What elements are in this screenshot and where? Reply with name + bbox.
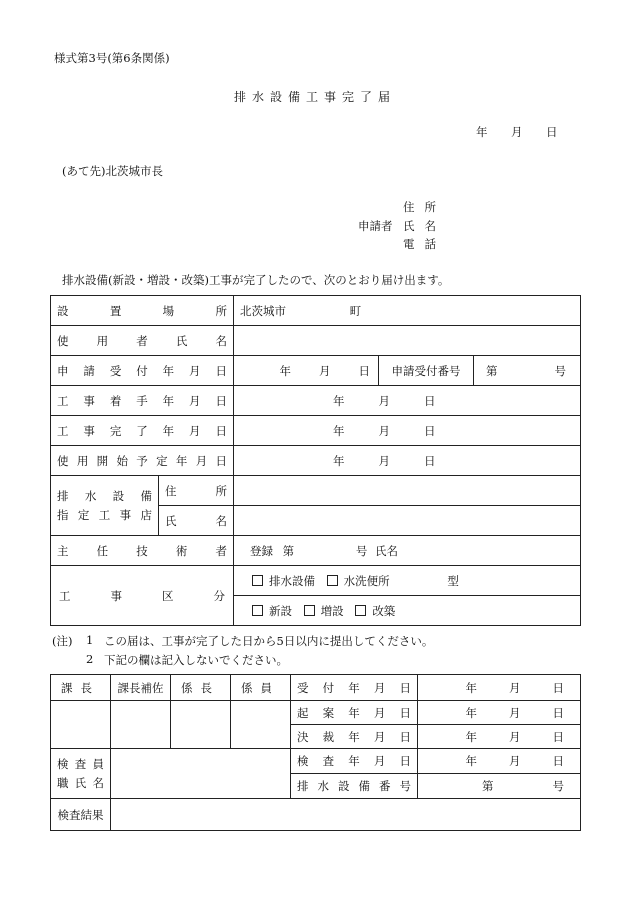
stamp-staff[interactable] [231, 701, 291, 749]
location-city: 北茨城市 [240, 303, 286, 318]
application-date-field[interactable] [234, 356, 379, 386]
add-label: 増設 [320, 603, 344, 618]
label-char: 月 [373, 680, 386, 695]
draft-month: 月 [509, 705, 521, 720]
row-work-type-1 [51, 566, 581, 596]
label-char: 年 [348, 680, 360, 695]
label-char: 年 [348, 754, 360, 768]
label-char: 受 [109, 363, 122, 378]
flush-box-icon [327, 575, 338, 586]
label-char: 氏 [165, 513, 177, 528]
label-char: 裁 [322, 729, 335, 744]
label-char: 名 [92, 776, 104, 790]
app-no-prefix: 第 [486, 363, 498, 378]
user-name-label [57, 333, 227, 349]
app-year: 年 [279, 363, 291, 378]
note-1-text: この届は、工事が完了した日から5日以内に提出してください。 [104, 634, 434, 648]
label-char: 月 [373, 729, 386, 744]
engineer-no-prefix: 第 [282, 543, 295, 558]
label-char: 年 [162, 363, 175, 378]
inspection-result-label: 検査結果 [51, 799, 111, 831]
office-row-1 [51, 675, 581, 701]
office-row-2 [51, 701, 581, 725]
stamp-assistant-chief[interactable] [111, 701, 171, 749]
head-section-chief: 課長 [51, 675, 111, 701]
label-char: 技 [136, 543, 148, 558]
note-2-number: 2 [86, 652, 94, 666]
label-char: 工 [59, 588, 71, 603]
label-char: 水 [317, 779, 329, 793]
application-date-label [57, 363, 227, 379]
complete-day: 日 [424, 423, 436, 438]
draft-date-label [297, 705, 411, 721]
label-char: 年 [348, 729, 360, 744]
label-char: 手 [136, 393, 148, 408]
addressee: (あて先)北茨城市長 [62, 164, 163, 178]
decision-date-label [297, 729, 411, 745]
label-char: 設 [112, 489, 125, 503]
draft-day: 日 [552, 705, 564, 720]
label-char: 番 [379, 779, 391, 793]
flush-toilet-checkbox[interactable] [327, 574, 390, 588]
label-char: 備 [140, 489, 152, 503]
label-char: 年 [162, 423, 175, 438]
label-char: 備 [358, 779, 370, 793]
label-char: 設 [338, 779, 350, 793]
receipt-day: 日 [552, 680, 564, 695]
location-town: 町 [349, 303, 362, 318]
applicant-name-label: 氏名 [403, 219, 446, 233]
label-char: 用 [76, 453, 89, 468]
label-char: 号 [399, 779, 411, 793]
office-row-6 [51, 799, 581, 831]
flush-label: 水洗便所 [343, 573, 390, 588]
office-row-4 [51, 749, 581, 774]
contractor-label-2 [57, 507, 152, 523]
application-number-field[interactable] [474, 356, 581, 386]
form-title: 排水設備工事完了届 [233, 90, 396, 104]
work-type-kind [234, 596, 581, 626]
stamp-subsection-chief[interactable] [171, 701, 231, 749]
row-complete-date [51, 416, 581, 446]
label-char: 日 [215, 393, 227, 408]
label-char: 定 [156, 453, 168, 468]
label-char: 氏 [74, 776, 87, 790]
receipt-year: 年 [465, 680, 477, 695]
drainage-no-suffix: 号 [552, 779, 564, 793]
completion-form-table [50, 295, 581, 626]
location-cell[interactable] [234, 296, 581, 326]
label-char: 着 [109, 393, 122, 408]
inspection-year: 年 [465, 754, 477, 768]
label-char: 名 [215, 333, 227, 348]
label-char: 職 [57, 776, 69, 790]
label-char: 水 [84, 489, 97, 503]
use-start-date-field[interactable] [234, 446, 581, 476]
add-checkbox[interactable] [304, 604, 344, 618]
head-assistant-chief: 課長補佐 [111, 675, 171, 701]
label-char: 排 [297, 779, 309, 793]
location-label [57, 303, 227, 319]
applicant-address-label: 住所 [403, 200, 446, 214]
contractor-name-label [165, 513, 227, 529]
inspection-month: 月 [509, 754, 521, 768]
new-checkbox[interactable] [252, 604, 292, 618]
label-char: 月 [189, 393, 201, 408]
label-char: 月 [195, 453, 208, 468]
label-char: 使 [57, 453, 69, 468]
stamp-section-chief[interactable] [51, 701, 111, 749]
label-char: 定 [77, 508, 90, 522]
label-char: 場 [162, 303, 175, 318]
receipt-date-field[interactable] [418, 675, 581, 701]
label-char: 申 [57, 363, 69, 378]
decision-month: 月 [509, 729, 521, 744]
label-char: 任 [96, 543, 109, 558]
row-location [51, 296, 581, 326]
app-no-suffix: 号 [554, 363, 566, 378]
date-month: 月 [511, 125, 523, 139]
add-box-icon [304, 605, 315, 616]
label-char: 員 [92, 757, 104, 771]
label-char: 所 [215, 303, 227, 318]
label-char: 区 [162, 588, 174, 603]
label-char: 日 [215, 423, 227, 438]
label-char: 予 [136, 453, 148, 468]
inspector-name-field[interactable] [111, 749, 291, 799]
label-char: 月 [373, 705, 386, 720]
label-char: 術 [175, 543, 188, 558]
label-char: 事 [119, 508, 132, 522]
label-char: 所 [215, 483, 227, 498]
label-char: 排 [57, 489, 69, 503]
label-char: 店 [140, 508, 152, 522]
label-char: 年 [162, 393, 175, 408]
inspector-label-2 [57, 775, 104, 791]
label-char: 検 [57, 757, 69, 771]
label-char: 事 [83, 423, 95, 438]
application-number-label: 申請受付番号 [379, 356, 474, 386]
label-char: 者 [215, 543, 227, 558]
label-char: 設 [57, 303, 69, 318]
renovate-label: 改築 [372, 603, 396, 618]
note-prefix: (注) [52, 634, 73, 648]
complete-month: 月 [378, 423, 390, 438]
inspector-label-1 [57, 756, 104, 772]
use-year: 年 [333, 453, 345, 468]
applicant-phone-label: 電話 [403, 237, 446, 251]
contractor-address-field[interactable] [234, 476, 581, 506]
label-char: 用 [96, 333, 109, 348]
draft-year: 年 [465, 705, 477, 720]
label-char: 指 [57, 508, 69, 522]
label-char: 起 [297, 705, 309, 720]
head-subsection-chief: 係長 [171, 675, 231, 701]
complete-year: 年 [333, 423, 345, 438]
label-char: 日 [399, 729, 411, 744]
use-start-date-label [57, 453, 227, 469]
head-staff: 係員 [231, 675, 291, 701]
inspection-date-field[interactable] [418, 749, 581, 774]
renovate-box-icon [355, 605, 366, 616]
complete-date-label [57, 423, 227, 439]
chief-engineer-field[interactable] [234, 536, 581, 566]
use-month: 月 [378, 453, 390, 468]
work-type-label [57, 588, 227, 604]
label-char: 付 [136, 363, 148, 378]
label-char: 決 [297, 729, 309, 744]
label-char: 日 [399, 680, 411, 695]
model-label: 型 [447, 573, 459, 588]
label-char: 名 [215, 513, 227, 528]
label-char: 工 [98, 508, 111, 522]
use-day: 日 [424, 453, 436, 468]
decision-year: 年 [465, 729, 477, 744]
form-number: 様式第3号(第6条関係) [54, 51, 170, 65]
label-char: 日 [215, 453, 227, 468]
row-use-start-date [51, 446, 581, 476]
receipt-month: 月 [509, 680, 521, 695]
new-box-icon [252, 605, 263, 616]
label-char: 主 [57, 543, 69, 558]
label-char: 案 [322, 705, 335, 720]
label-char: 工 [57, 423, 69, 438]
row-application [51, 356, 581, 386]
label-char: 完 [109, 423, 122, 438]
start-month: 月 [378, 393, 390, 408]
label-char: 開 [96, 453, 109, 468]
label-char: 始 [116, 453, 128, 468]
engineer-reg: 登録 [250, 543, 273, 558]
inspection-day: 日 [552, 754, 564, 768]
start-date-field[interactable] [234, 386, 581, 416]
intro-text: 排水設備(新設・増設・改築)工事が完了したので、次のとおり届け出ます。 [62, 273, 450, 287]
drainage-no-prefix: 第 [482, 779, 494, 793]
label-char: 査 [322, 754, 335, 768]
label-char: 分 [213, 588, 225, 603]
new-label: 新設 [269, 603, 292, 618]
date-day: 日 [546, 125, 558, 139]
label-char: 月 [373, 754, 386, 768]
chief-engineer-label [57, 543, 227, 559]
renovate-checkbox[interactable] [355, 604, 395, 618]
row-contractor-address [51, 476, 581, 506]
label-char: 住 [165, 483, 177, 498]
label-char: 工 [57, 393, 69, 408]
label-char: 置 [109, 303, 122, 318]
contractor-address-label [165, 483, 227, 499]
row-user-name [51, 326, 581, 356]
contractor-name-field[interactable] [234, 506, 581, 536]
note-2-text: 下記の欄は記入しないでください。 [104, 653, 288, 667]
label-char: 請 [83, 363, 95, 378]
label-char: 日 [399, 754, 411, 768]
label-char: 月 [189, 363, 201, 378]
start-day: 日 [424, 393, 436, 408]
applicant-prefix: 申請者 [358, 219, 393, 233]
drainage-box-icon [252, 575, 263, 586]
draft-date-field[interactable] [418, 701, 581, 725]
office-use-table [50, 674, 581, 831]
decision-date-field[interactable] [418, 725, 581, 749]
drainage-label: 排水設備 [269, 573, 315, 588]
note-1-number: 1 [86, 633, 94, 647]
engineer-no-suffix: 号 [355, 543, 368, 558]
start-date-label [57, 393, 227, 409]
inspection-result-field[interactable] [111, 799, 581, 831]
drainage-number-field[interactable] [418, 774, 581, 799]
label-char: 査 [74, 757, 87, 771]
drainage-checkbox[interactable] [252, 574, 315, 588]
decision-day: 日 [552, 729, 564, 744]
label-char: 月 [189, 423, 201, 438]
label-char: 事 [110, 588, 122, 603]
label-char: 日 [399, 705, 411, 720]
row-start-date [51, 386, 581, 416]
app-month: 月 [319, 363, 331, 378]
label-char: 使 [57, 333, 69, 348]
inspection-date-label [297, 753, 411, 769]
drainage-number-label [297, 778, 411, 794]
label-char: 受 [297, 680, 309, 695]
app-day: 日 [358, 363, 370, 378]
label-char: 付 [322, 680, 335, 695]
label-char: 年 [348, 705, 360, 720]
engineer-name-label: 氏名 [374, 543, 398, 558]
label-char: 氏 [175, 333, 188, 348]
receipt-date-label [297, 680, 411, 696]
label-char: 者 [136, 333, 148, 348]
label-char: 年 [175, 453, 188, 468]
date-year: 年 [476, 125, 488, 139]
start-year: 年 [333, 393, 345, 408]
label-char: 日 [215, 363, 227, 378]
row-chief-engineer [51, 536, 581, 566]
contractor-label-1 [57, 488, 152, 504]
work-type-equipment [234, 566, 581, 596]
complete-date-field[interactable] [234, 416, 581, 446]
label-char: 了 [136, 423, 148, 438]
user-name-field[interactable] [234, 326, 581, 356]
label-char: 事 [83, 393, 95, 408]
label-char: 検 [297, 754, 309, 768]
